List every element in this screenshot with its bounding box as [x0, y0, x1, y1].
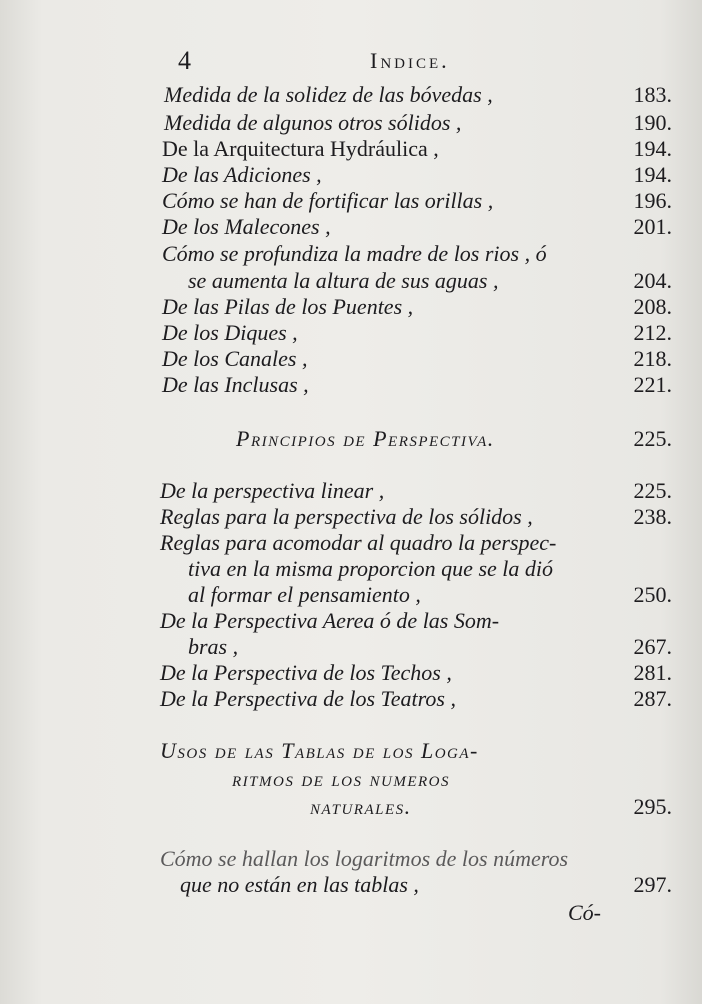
entry-title: De la Perspectiva Aerea ó de las Som-	[160, 608, 500, 633]
entry-page: 212.	[633, 320, 672, 345]
entry-page: 218.	[633, 346, 672, 371]
entry-page: 225.	[633, 478, 672, 503]
entry-page: 221.	[633, 372, 672, 397]
section-title: Principios de Perspectiva.	[236, 426, 495, 451]
section-title: Usos de las Tablas de los Loga-	[160, 738, 479, 763]
entry-title: tiva en la misma proporcion que se la dió	[188, 556, 553, 581]
entry-title: De la Arquitectura Hydráulica ,	[162, 136, 439, 161]
entry-title: se aumenta la altura de sus aguas ,	[188, 268, 499, 293]
entry-title: Cómo se hallan los logaritmos de los números	[160, 846, 569, 871]
running-title: Indice.	[370, 48, 450, 73]
section-title: naturales.	[310, 794, 412, 819]
catchword-line	[0, 900, 702, 930]
toc-entry	[0, 872, 702, 902]
entry-title: De la Perspectiva de los Teatros ,	[160, 686, 456, 711]
entry-title: De la Perspectiva de los Techos ,	[160, 660, 452, 685]
toc-entry	[0, 214, 702, 244]
entry-page: 194.	[633, 162, 672, 187]
entry-page: 201.	[633, 214, 672, 239]
toc-entry	[0, 82, 702, 112]
toc-entry	[0, 686, 702, 716]
entry-page: 281.	[633, 660, 672, 685]
entry-title: Reglas para la perspectiva de los sólidos ,	[160, 504, 533, 529]
entry-title: bras ,	[188, 634, 239, 659]
section-page: 295.	[633, 794, 672, 819]
toc-entry	[0, 241, 702, 271]
entry-page: 194.	[633, 136, 672, 161]
entry-page: 250.	[633, 582, 672, 607]
entry-page: 287.	[633, 686, 672, 711]
entry-title: De los Diques ,	[162, 320, 298, 345]
entry-title: Medida de la solidez de las bóvedas ,	[164, 82, 493, 107]
entry-page: 208.	[633, 294, 672, 319]
section-heading	[0, 426, 702, 456]
entry-page: 190.	[633, 110, 672, 135]
entry-title: De la perspectiva linear ,	[160, 478, 385, 503]
section-page: 225.	[633, 426, 672, 451]
entry-page: 297.	[633, 872, 672, 897]
entry-title: De los Canales ,	[162, 346, 308, 371]
toc-entry	[0, 372, 702, 402]
entry-title: De las Adiciones ,	[162, 162, 322, 187]
entry-page: 238.	[633, 504, 672, 529]
entry-title: que no están en las tablas ,	[180, 872, 419, 897]
entry-title: Cómo se han de fortificar las orillas ,	[162, 188, 494, 213]
entry-title: Medida de algunos otros sólidos ,	[164, 110, 462, 135]
section-heading	[0, 738, 702, 768]
entry-title: Cómo se profundiza la madre de los rios , ó	[162, 241, 547, 266]
entry-page: 183.	[633, 82, 672, 107]
section-heading	[0, 766, 702, 796]
entry-title: al formar el pensamiento ,	[188, 582, 421, 607]
catchword: Có-	[568, 900, 601, 925]
entry-page: 196.	[633, 188, 672, 213]
entry-title: Reglas para acomodar al quadro la perspec-	[160, 530, 557, 555]
entry-title: De las Pilas de los Puentes ,	[162, 294, 414, 319]
entry-page: 204.	[633, 268, 672, 293]
section-title: ritmos de los numeros	[232, 766, 450, 791]
entry-title: De los Malecones ,	[162, 214, 331, 239]
section-heading	[0, 794, 702, 824]
entry-title: De las Inclusas ,	[162, 372, 309, 397]
entry-page: 267.	[633, 634, 672, 659]
running-header	[178, 44, 678, 76]
page-number: 4	[178, 46, 191, 75]
